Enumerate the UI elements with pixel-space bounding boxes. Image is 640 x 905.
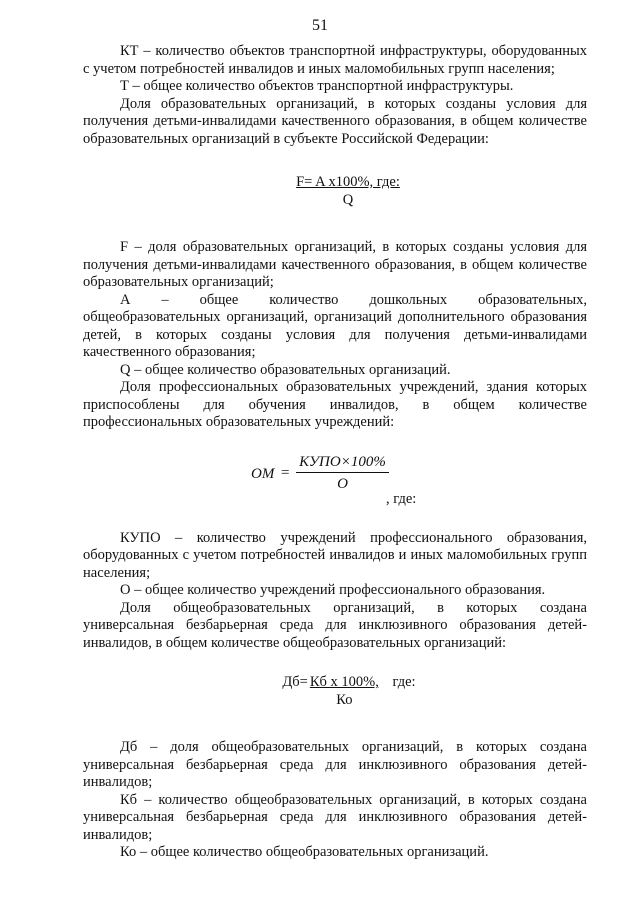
formula-om-denominator: О <box>337 475 348 492</box>
paragraph-kupo-definition: КУПО – количество учреждений профессионального образования, оборудованных с учетом потребностей инвалидов и иных маломобильных групп населения; <box>83 529 587 581</box>
formula-db-where: где: <box>392 673 416 690</box>
formula-f-denominator: Q <box>342 191 354 208</box>
paragraph-ko-definition: Ко – общее количество общеобразовательных организаций. <box>120 844 489 860</box>
formula-f <box>83 174 587 209</box>
formula-om <box>83 454 587 508</box>
formula-db-lhs: Дб= <box>282 673 308 690</box>
formula-db-denominator: Ко <box>336 691 353 708</box>
paragraph-q-definition: Q – общее количество образовательных организаций. <box>120 361 451 378</box>
paragraph-kb-definition: Кб – количество общеобразовательных организаций, в которых создана универсальная безбарьерная среда для инклюзивного образования детей-инвалидов; <box>83 791 587 843</box>
paragraph-education-share-intro: Доля образовательных организаций, в которых созданы условия для получения детьми-инвалидами качественного образования, в общем количестве образовательных организаций в субъекте Российской Федерации: <box>83 95 587 147</box>
paragraph-db-definition: Дб – доля общеобразовательных организаций, в которых создана универсальная безбарьерная среда для инклюзивного образования детей-инвалидов; <box>83 739 587 790</box>
paragraph-kt-definition: КТ – количество объектов транспортной инфраструктуры, оборудованных с учетом потребностей инвалидов и иных маломобильных групп населения; <box>83 43 587 77</box>
paragraph-t-definition: Т – общее количество объектов транспортной инфраструктуры. <box>120 78 514 94</box>
paragraph-o-definition: О – общее количество учреждений профессионального образования. <box>120 582 546 598</box>
formula-om-numerator: КУПО×100% <box>296 454 389 474</box>
formula-db <box>83 674 587 709</box>
paragraph-a-definition: А – общее количество дошкольных образовательных, общеобразовательных организаций, организаций дополнительного образования детей, в которых созданы условия для получения детьми-инвалидами качественного образования; <box>83 291 587 360</box>
formula-db-numerator: Кб х 100%, <box>309 674 379 690</box>
formula-om-lhs: ОМ <box>251 465 275 482</box>
formula-f-numerator: F= A х100%, где: <box>296 174 400 190</box>
page-number: 51 <box>312 17 328 34</box>
paragraph-f-definition: F – доля образовательных организаций, в которых созданы условия для получения детьми-инвалидами качественного образования, в общем количестве образовательных организаций; <box>83 239 587 290</box>
paragraph-professional-share-intro: Доля профессиональных образовательных учреждений, здания которых приспособлены для обучения инвалидов, в общем количестве профессиональных образовательных учреждений: <box>83 379 587 430</box>
document-body <box>83 43 587 862</box>
paragraph-barrier-free-intro: Доля общеобразовательных организаций, в которых создана универсальная безбарьерная среда для инклюзивного образования детей-инвалидов, в общем количестве общеобразовательных организаций: <box>83 599 587 651</box>
formula-om-equals: = <box>281 464 290 481</box>
formula-om-where: , где: <box>386 490 417 507</box>
